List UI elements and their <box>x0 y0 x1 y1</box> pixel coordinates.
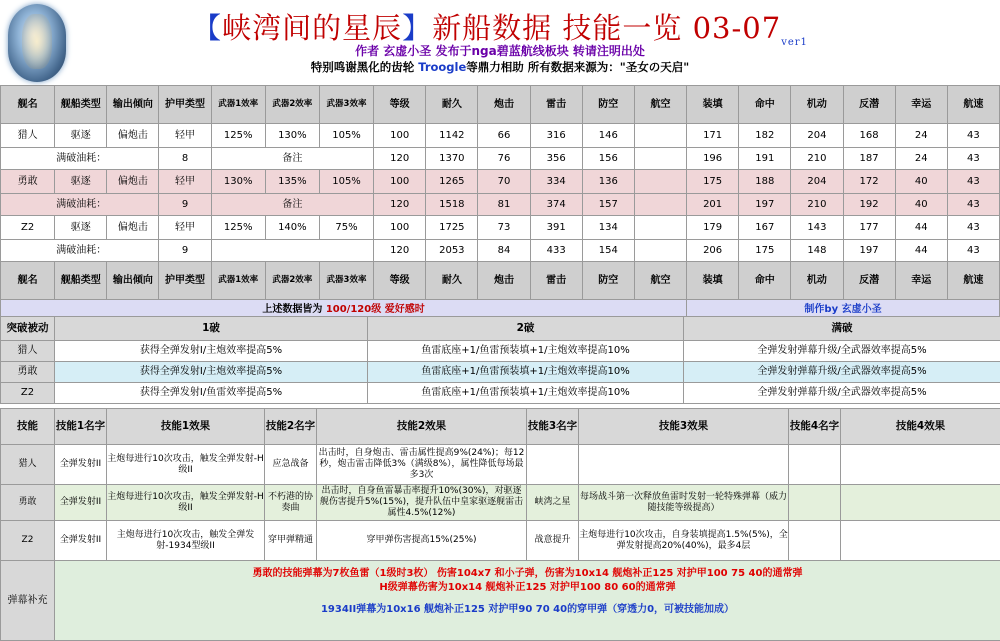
remark-label <box>211 240 373 262</box>
stats-row-2-lv120 <box>1 240 1000 262</box>
torpedo: 433 <box>530 240 582 262</box>
ship-type: 驱逐 <box>55 170 107 194</box>
weapon1-eff: 125% <box>211 216 265 240</box>
skill4-name <box>789 521 841 561</box>
breakthrough-table <box>0 316 1000 404</box>
evasion: 204 <box>791 124 843 148</box>
torpedo: 316 <box>530 124 582 148</box>
anti-sub: 177 <box>843 216 895 240</box>
reload: 206 <box>687 240 739 262</box>
output-tendency: 偏炮击 <box>107 124 159 148</box>
durability: 1725 <box>426 216 478 240</box>
stats-header-level: 等级 <box>374 262 426 300</box>
weapon3-eff: 105% <box>319 170 373 194</box>
weapon1-eff: 130% <box>211 170 265 194</box>
weapon1-eff: 125% <box>211 124 265 148</box>
skills-header-skill1-effect: 技能1效果 <box>107 409 265 445</box>
anti-sub: 197 <box>843 240 895 262</box>
firepower: 84 <box>478 240 530 262</box>
break-1-effect: 获得全弹发射I/主炮效率提高5% <box>55 341 368 362</box>
stats-header-durability: 耐久 <box>426 262 478 300</box>
evasion: 210 <box>791 148 843 170</box>
skills-header-skill1-name: 技能1名字 <box>55 409 107 445</box>
speed: 43 <box>947 124 999 148</box>
reload: 175 <box>687 170 739 194</box>
ship-type: 驱逐 <box>55 216 107 240</box>
weapon2-eff: 130% <box>265 124 319 148</box>
ship-name: 猎人 <box>1 124 55 148</box>
speed: 43 <box>947 194 999 216</box>
note-level: 100/120级 爱好感时 <box>326 304 425 315</box>
oil-cost: 9 <box>159 194 211 216</box>
title-rest: 新船数据 技能一览 03-07 <box>432 11 781 45</box>
skills-row <box>1 485 1000 521</box>
supplement-red-line-2: H级弹幕伤害为10x14 舰炮补正125 对护甲100 80 60的通常弹 <box>55 581 1000 595</box>
stats-header-weapon1-eff: 武器1效率 <box>211 262 265 300</box>
break-max-effect: 全弹发射弹幕升级/全武器效率提高5% <box>684 383 1000 404</box>
maker-credit: 制作by 玄虚小圣 <box>687 300 1000 320</box>
speed: 43 <box>947 216 999 240</box>
ship-name: 猎人 <box>1 445 55 485</box>
stats-header-speed: 航速 <box>947 86 999 124</box>
break-2-effect: 鱼雷底座+1/鱼雷预装填+1/主炮效率提高10% <box>368 362 684 383</box>
skill4-effect <box>841 485 1000 521</box>
evasion: 143 <box>791 216 843 240</box>
stats-header-evasion: 机动 <box>791 262 843 300</box>
skill2-effect: 出击时，自身鱼雷暴击率提升10%(30%)，对驱逐舰伤害提升5%(15%)，提升队伍中皇家驱逐舰雷击属性4.5%(12%) <box>317 485 527 521</box>
anti-sub: 187 <box>843 148 895 170</box>
stats-header-weapon2-eff: 武器2效率 <box>265 262 319 300</box>
torpedo: 334 <box>530 170 582 194</box>
skills-header-skill2-name: 技能2名字 <box>265 409 317 445</box>
anti-sub: 192 <box>843 194 895 216</box>
durability: 1142 <box>426 124 478 148</box>
stats-header-anti-sub: 反潜 <box>843 262 895 300</box>
stats-header-weapon3-eff: 武器3效率 <box>319 262 373 300</box>
oil-label: 满破油耗： <box>1 240 159 262</box>
firepower: 76 <box>478 148 530 170</box>
skills-header-skill3-name: 技能3名字 <box>527 409 579 445</box>
skill3-name: 峡湾之星 <box>527 485 579 521</box>
level: 100 <box>374 216 426 240</box>
aviation <box>634 148 686 170</box>
durability: 1370 <box>426 148 478 170</box>
reload: 196 <box>687 148 739 170</box>
breakthrough-row <box>1 362 1000 383</box>
stats-header-torpedo: 雷击 <box>530 86 582 124</box>
break-max-effect: 全弹发射弹幕升级/全武器效率提高5% <box>684 362 1000 383</box>
skill3-effect: 每场战斗第一次释放鱼雷时发射一轮特殊弹幕（威力随技能等级提高） <box>579 485 789 521</box>
aviation <box>634 194 686 216</box>
breakthrough-header-breakthrough-label: 突破被动 <box>1 317 55 341</box>
skill4-effect <box>841 445 1000 485</box>
skills-header-skill2-effect: 技能2效果 <box>317 409 527 445</box>
level: 120 <box>374 194 426 216</box>
stats-header-ship-type: 舰船类型 <box>55 262 107 300</box>
skills-header-skill4-name: 技能4名字 <box>789 409 841 445</box>
skill4-name <box>789 445 841 485</box>
stats-header-speed: 航速 <box>947 262 999 300</box>
remark-label: 备注 <box>211 194 373 216</box>
skills-table <box>0 408 1000 561</box>
accuracy: 175 <box>739 240 791 262</box>
ship-name: Z2 <box>1 383 55 404</box>
armor-type: 轻甲 <box>159 170 211 194</box>
breakthrough-row <box>1 383 1000 404</box>
stats-header-level: 等级 <box>374 86 426 124</box>
ship-name: Z2 <box>1 521 55 561</box>
skill3-name: 战意提升 <box>527 521 579 561</box>
barrage-supplement-table <box>0 560 1000 641</box>
stats-header-durability: 耐久 <box>426 86 478 124</box>
weapon2-eff: 135% <box>265 170 319 194</box>
anti-air: 146 <box>582 124 634 148</box>
durability: 1518 <box>426 194 478 216</box>
accuracy: 188 <box>739 170 791 194</box>
skills-header-skill4-effect: 技能4效果 <box>841 409 1000 445</box>
skills-row <box>1 445 1000 485</box>
weapon3-eff: 105% <box>319 124 373 148</box>
skill3-name <box>527 445 579 485</box>
stats-row-0-lv100 <box>1 124 1000 148</box>
stats-header-aviation: 航空 <box>634 86 686 124</box>
stats-header-ship-name: 舰名 <box>1 262 55 300</box>
skills-header-row <box>1 409 1000 445</box>
skill3-effect: 主炮每进行10次攻击，自身装填提高1.5%(5%)，全弹发射提高20%(40%)，最多4层 <box>579 521 789 561</box>
title-event-name: 峡湾间的星辰 <box>222 11 402 45</box>
stats-row-2-lv100 <box>1 216 1000 240</box>
oil-cost: 9 <box>159 240 211 262</box>
aviation <box>634 170 686 194</box>
skill2-effect: 出击时，自身炮击、雷击属性提高9%(24%)；每12秒，炮击雷击降低3%（满级8%），属性降低每场最多3次 <box>317 445 527 485</box>
oil-label: 满破油耗： <box>1 194 159 216</box>
stats-header-row <box>1 262 1000 300</box>
accuracy: 197 <box>739 194 791 216</box>
skill2-effect: 穿甲弹伤害提高15%(25%) <box>317 521 527 561</box>
oil-label: 满破油耗： <box>1 148 159 170</box>
anti-air: 156 <box>582 148 634 170</box>
break-2-effect: 鱼雷底座+1/鱼雷预装填+1/主炮效率提高10% <box>368 341 684 362</box>
output-tendency: 偏炮击 <box>107 216 159 240</box>
accuracy: 167 <box>739 216 791 240</box>
stats-header-anti-air: 防空 <box>582 86 634 124</box>
anti-air: 154 <box>582 240 634 262</box>
title-bracket-open: 【 <box>192 11 222 45</box>
anti-sub: 168 <box>843 124 895 148</box>
credits-pre: 特别鸣谢黑化的齿轮 <box>311 60 419 74</box>
stats-header-anti-air: 防空 <box>582 262 634 300</box>
firepower: 70 <box>478 170 530 194</box>
armor-type: 轻甲 <box>159 124 211 148</box>
supplement-red-line-1: 勇敢的技能弹幕为7枚鱼雷（1级时3枚） 伤害104x7 和小子弹，伤害为10x14 舰炮补正125 对护甲100 75 40的通常弹 <box>55 567 1000 581</box>
firepower: 66 <box>478 124 530 148</box>
supplement-blue-line: 1934II弹幕为10x16 舰炮补正125 对护甲90 70 40的穿甲弹（穿透力0，可被技能加成） <box>55 604 1000 616</box>
weapon3-eff: 75% <box>319 216 373 240</box>
break-1-effect: 获得全弹发射I/主炮效率提高5% <box>55 362 368 383</box>
ship-name: 勇敢 <box>1 485 55 521</box>
durability: 1265 <box>426 170 478 194</box>
stats-header-ship-name: 舰名 <box>1 86 55 124</box>
ship-name: Z2 <box>1 216 55 240</box>
version-label: ver1 <box>781 37 808 48</box>
weapon2-eff: 140% <box>265 216 319 240</box>
breakthrough-header-row <box>1 317 1000 341</box>
evasion: 204 <box>791 170 843 194</box>
firepower: 73 <box>478 216 530 240</box>
level: 100 <box>374 124 426 148</box>
stats-header-weapon2-eff: 武器2效率 <box>265 86 319 124</box>
stats-header-weapon3-eff: 武器3效率 <box>319 86 373 124</box>
skill1-name: 全弹发射II <box>55 445 107 485</box>
ship-name: 勇敢 <box>1 362 55 383</box>
skill3-effect <box>579 445 789 485</box>
stats-header-anti-sub: 反潜 <box>843 86 895 124</box>
page-header <box>0 0 1000 85</box>
breakthrough-header-break-1: 1破 <box>55 317 368 341</box>
stats-header-evasion: 机动 <box>791 86 843 124</box>
luck: 24 <box>895 148 947 170</box>
skill2-name: 应急战备 <box>265 445 317 485</box>
supplement-label: 弹幕补充 <box>1 561 55 641</box>
oil-cost: 8 <box>159 148 211 170</box>
output-tendency: 偏炮击 <box>107 170 159 194</box>
skill4-effect <box>841 521 1000 561</box>
reload: 179 <box>687 216 739 240</box>
accuracy: 191 <box>739 148 791 170</box>
luck: 44 <box>895 240 947 262</box>
firepower: 81 <box>478 194 530 216</box>
luck: 44 <box>895 216 947 240</box>
stats-header-output-tendency: 输出倾向 <box>107 262 159 300</box>
skill4-name <box>789 485 841 521</box>
ship-name: 勇敢 <box>1 170 55 194</box>
author-line: 作者 玄虚小圣 发布于nga碧蓝航线板块 转请注明出处 <box>0 42 1000 59</box>
luck: 40 <box>895 194 947 216</box>
aviation <box>634 240 686 262</box>
skill1-effect: 主炮每进行10次攻击，触发全弹发射-H级II <box>107 445 265 485</box>
anti-air: 157 <box>582 194 634 216</box>
stats-row-0-lv120 <box>1 148 1000 170</box>
accuracy: 182 <box>739 124 791 148</box>
supplement-content <box>55 561 1000 641</box>
speed: 43 <box>947 170 999 194</box>
level: 120 <box>374 240 426 262</box>
aviation <box>634 216 686 240</box>
level: 100 <box>374 170 426 194</box>
anti-sub: 172 <box>843 170 895 194</box>
skill1-name: 全弹发射II <box>55 485 107 521</box>
credits-highlight: Troogle <box>418 60 466 74</box>
speed: 43 <box>947 148 999 170</box>
breakthrough-header-break-max: 满破 <box>684 317 1000 341</box>
stats-header-torpedo: 雷击 <box>530 262 582 300</box>
armor-type: 轻甲 <box>159 216 211 240</box>
note-prefix: 上述数据皆为 <box>262 304 325 315</box>
stats-header-armor-type: 护甲类型 <box>159 262 211 300</box>
credits-line <box>0 59 1000 75</box>
skill1-name: 全弹发射II <box>55 521 107 561</box>
breakthrough-row <box>1 341 1000 362</box>
remark-label: 备注 <box>211 148 373 170</box>
break-1-effect: 获得全弹发射I/鱼雷效率提高5% <box>55 383 368 404</box>
luck: 24 <box>895 124 947 148</box>
reload: 201 <box>687 194 739 216</box>
stats-header-firepower: 炮击 <box>478 262 530 300</box>
stats-row-1-lv120 <box>1 194 1000 216</box>
stats-row-1-lv100 <box>1 170 1000 194</box>
torpedo: 374 <box>530 194 582 216</box>
break-2-effect: 鱼雷底座+1/鱼雷预装填+1/主炮效率提高10% <box>368 383 684 404</box>
aviation <box>634 124 686 148</box>
stats-header-weapon1-eff: 武器1效率 <box>211 86 265 124</box>
anti-air: 136 <box>582 170 634 194</box>
stats-header-accuracy: 命中 <box>739 262 791 300</box>
stats-header-armor-type: 护甲类型 <box>159 86 211 124</box>
speed: 43 <box>947 240 999 262</box>
skill2-name: 穿甲弹精通 <box>265 521 317 561</box>
evasion: 148 <box>791 240 843 262</box>
stats-header-luck: 幸运 <box>895 262 947 300</box>
skill1-effect: 主炮每进行10次攻击，触发全弹发射-H级II <box>107 485 265 521</box>
ship-type: 驱逐 <box>55 124 107 148</box>
stats-header-reload: 装填 <box>687 86 739 124</box>
stats-header-output-tendency: 输出倾向 <box>107 86 159 124</box>
evasion: 210 <box>791 194 843 216</box>
skills-row <box>1 521 1000 561</box>
stats-header-reload: 装填 <box>687 262 739 300</box>
luck: 40 <box>895 170 947 194</box>
skills-header-skill: 技能 <box>1 409 55 445</box>
breakthrough-header-break-2: 2破 <box>368 317 684 341</box>
torpedo: 391 <box>530 216 582 240</box>
stats-table <box>0 85 1000 320</box>
stats-header-ship-type: 舰船类型 <box>55 86 107 124</box>
stats-header-firepower: 炮击 <box>478 86 530 124</box>
credits-post: 等鼎力相助 所有数据来源为："圣女の天启" <box>466 60 689 74</box>
torpedo: 356 <box>530 148 582 170</box>
stats-header-row <box>1 86 1000 124</box>
skill2-name: 不朽港的协奏曲 <box>265 485 317 521</box>
stats-header-aviation: 航空 <box>634 262 686 300</box>
level: 120 <box>374 148 426 170</box>
skills-header-skill3-effect: 技能3效果 <box>579 409 789 445</box>
break-max-effect: 全弹发射弹幕升级/全武器效率提高5% <box>684 341 1000 362</box>
title-bracket-close: 】 <box>402 11 432 45</box>
reload: 171 <box>687 124 739 148</box>
durability: 2053 <box>426 240 478 262</box>
stats-header-accuracy: 命中 <box>739 86 791 124</box>
skill1-effect: 主炮每进行10次攻击，触发全弹发射-1934型级II <box>107 521 265 561</box>
stats-header-luck: 幸运 <box>895 86 947 124</box>
anti-air: 134 <box>582 216 634 240</box>
ship-name: 猎人 <box>1 341 55 362</box>
